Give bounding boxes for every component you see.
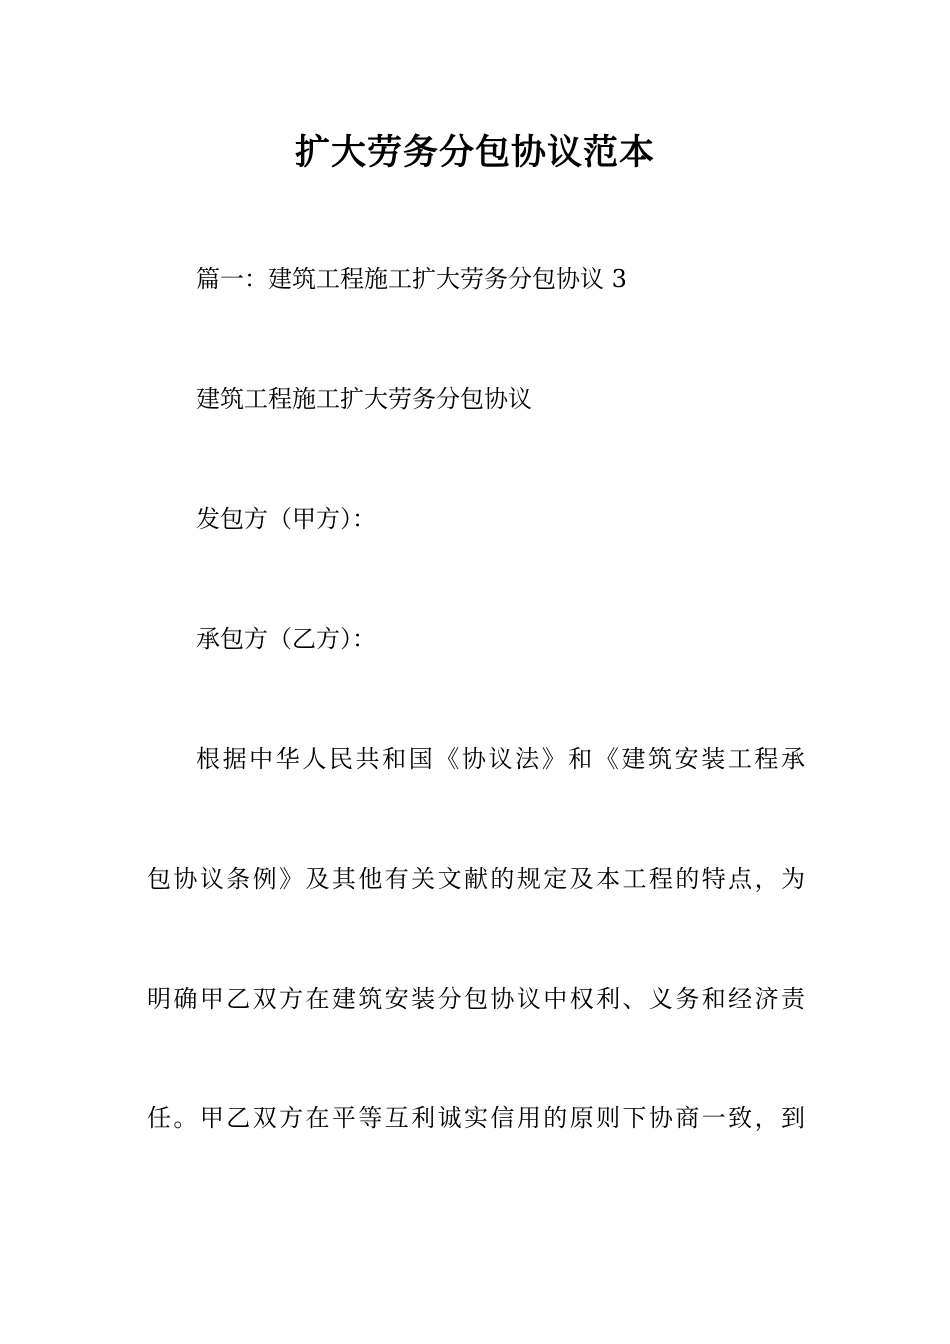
paragraph-line: 包协议条例》及其他有关文献的规定及本工程的特点，为 bbox=[147, 865, 805, 893]
paragraph-line: 根据中华人民共和国《协议法》和《建筑安装工程承 bbox=[196, 745, 805, 773]
paragraph-line: 任。甲乙双方在平等互利诚实信用的原则下协商一致，到 bbox=[147, 1104, 805, 1132]
section-heading: 篇一：建筑工程施工扩大劳务分包协议 3 bbox=[196, 265, 627, 293]
document-title: 扩大劳务分包协议范本 bbox=[294, 132, 655, 173]
party-a-label: 发包方（甲方）： bbox=[196, 505, 376, 533]
agreement-name: 建筑工程施工扩大劳务分包协议 bbox=[196, 385, 532, 413]
party-b-label: 承包方（乙方）： bbox=[196, 625, 376, 653]
paragraph-line: 明确甲乙双方在建筑安装分包协议中权利、义务和经济责 bbox=[147, 985, 805, 1013]
